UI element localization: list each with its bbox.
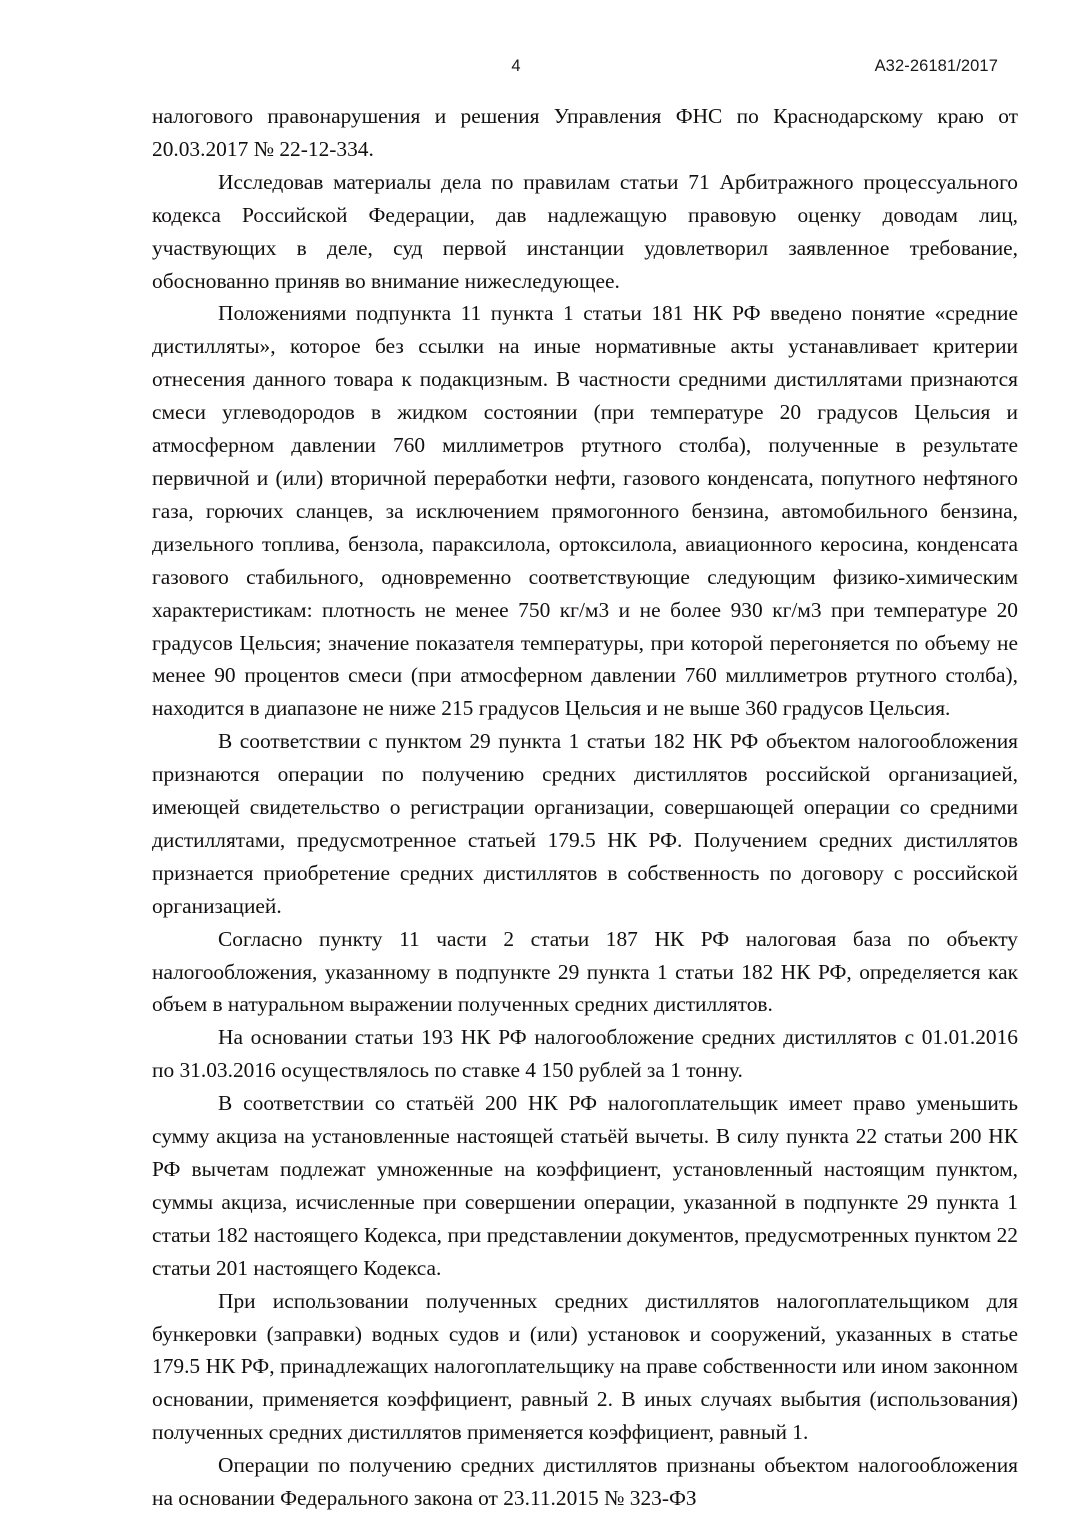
paragraph-bunkering-coefficient: При использовании полученных средних дистиллятов налогоплательщиком для бункеровки (заправки) водных судов и (или) установок и сооружений, указанных в статье 179.5 НК РФ, принадлежащих налогоплательщику на праве собственности или ином законном основании, применяется коэффициент, равный 2. В иных случаях выбытия (использования) полученных средних дистиллятов применяется коэффициент, равный 1. [152, 1288, 1018, 1445]
paragraph-article-200: В соответствии со статьёй 200 НК РФ налогоплательщик имеет право уменьшить сумму акциза на установленные настоящей статьёй вычеты. В силу пункта 22 статьи 200 НК РФ вычетам подлежат умноженные на коэффициент, установленный настоящим пунктом, суммы акциза, исчисленные при совершении операции, указанной в подпункте 29 пункта 1 статьи 182 настоящего Кодекса, при представлении документов, предусмотренных пунктом 22 статьи 201 настоящего Кодекса. [152, 1091, 1018, 1280]
paragraph-federal-law: Операции по получению средних дистиллятов признаны объектом налогообложения на основании Федерального закона от 23.11.2015 № 323-ФЗ [152, 1453, 1018, 1511]
case-number: А32-26181/2017 [874, 57, 998, 75]
paragraph-article-193: На основании статьи 193 НК РФ налогообложение средних дистиллятов с 01.01.2016 по 31.03.2016 осуществлялось по ставке 4 150 рублей за 1 тонну. [152, 1025, 1018, 1083]
page-running-header [152, 57, 1020, 83]
paragraph-article-182: В соответствии с пунктом 29 пункта 1 статьи 182 НК РФ объектом налогообложения признаются операции по получению средних дистиллятов российской организацией, имеющей свидетельство о регистрации организации, совершающей операции со средними дистиллятами, предусмотренное статьей 179.5 НК РФ. Получением средних дистиллятов признается приобретение средних дистиллятов в собственность по договору с российской организацией. [152, 729, 1018, 918]
paragraph-article-181: Положениями подпункта 11 пункта 1 статьи 181 НК РФ введено понятие «средние дистилляты», которое без ссылки на иные нормативные акты устанавливает критерии отнесения данного товара к подакцизным. В частности средними дистиллятами признаются смеси углеводородов в жидком состоянии (при температуре 20 градусов Цельсия и атмосферном давлении 760 миллиметров ртутного столба), полученные в результате первичной и (или) вторичной переработки нефти, газового конденсата, попутного нефтяного газа, горючих сланцев, за исключением прямогонного бензина, автомобильного бензина, дизельного топлива, бензола, параксилола, ортоксилола, авиационного керосина, конденсата газового стабильного, одновременно соответствующие следующим физико-химическим характеристикам: плотность не менее 750 кг/м3 и не более 930 кг/м3 при температуре 20 градусов Цельсия; значение показателя температуры, при которой перегоняется по объему не менее 90 процентов смеси (при атмосферном давлении 760 миллиметров ртутного столба), находится в диапазоне не ниже 215 градусов Цельсия и не выше 360 градусов Цельсия. [152, 301, 1018, 721]
paragraph-evidence-review: Исследовав материалы дела по правилам статьи 71 Арбитражного процессуального кодекса Российской Федерации, дав надлежащую правовую оценку доводам лиц, участвующих в деле, суд первой инстанции удовлетворил заявленное требование, обоснованно приняв во внимание нижеследующее. [152, 169, 1018, 293]
document-body [152, 100, 1018, 1515]
page-number: 4 [511, 57, 521, 75]
paragraph-continuation: налогового правонарушения и решения Управления ФНС по Краснодарскому краю от 20.03.2017 № 22-12-334. [152, 104, 1018, 161]
paragraph-article-187: Согласно пункту 11 части 2 статьи 187 НК РФ налоговая база по объекту налогообложения, указанному в подпункте 29 пункта 1 статьи 182 НК РФ, определяется как объем в натуральном выражении полученных средних дистиллятов. [152, 926, 1018, 1017]
